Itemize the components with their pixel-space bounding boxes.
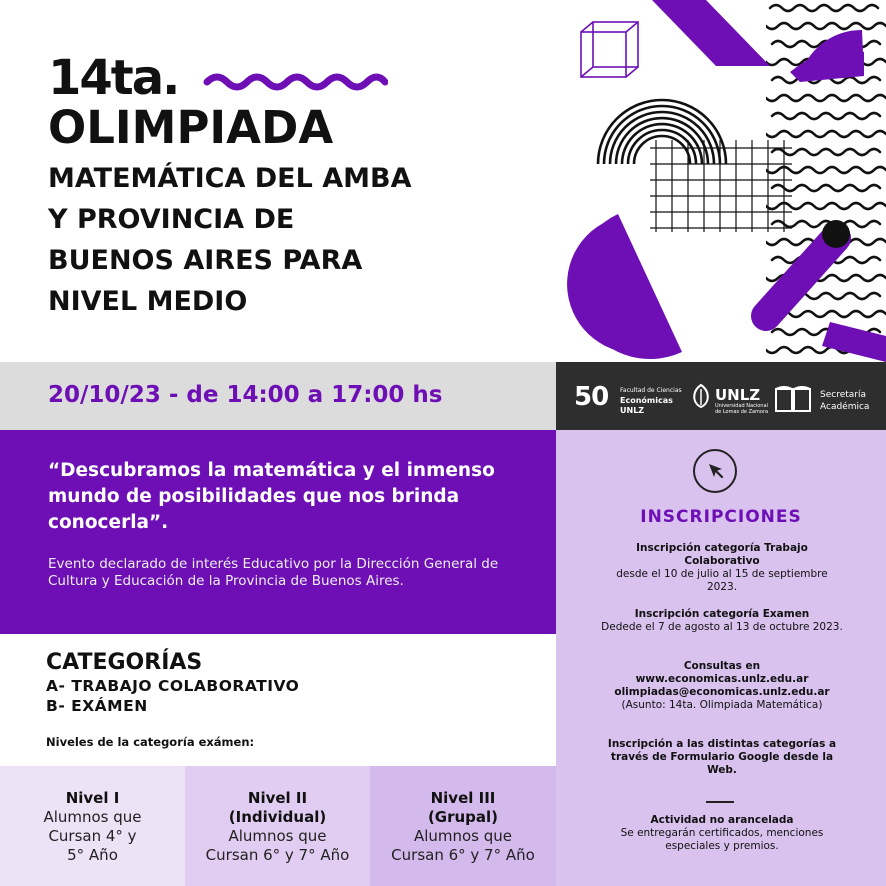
google-form-text: Inscripción a las distintas categorías a través de Formulario Google desde la Web.	[607, 738, 837, 776]
divider	[706, 801, 734, 803]
consultas-block	[600, 660, 844, 712]
cursor-icon	[706, 461, 726, 481]
book-icon	[773, 384, 813, 414]
level-desc: Alumnos que	[413, 827, 513, 845]
grid-lines	[650, 140, 792, 232]
fce-line: Económicas	[620, 396, 673, 405]
categories-title: CATEGORÍAS	[46, 650, 203, 675]
level-mode: (Grupal)	[427, 808, 499, 826]
unlz-logo-subtext: Universidad Nacional de Lomas de Zamora	[715, 403, 769, 415]
fce-anniversary-logo: 50	[574, 382, 609, 412]
page-title: OLIMPIADA	[48, 101, 334, 154]
actividad-block	[600, 814, 844, 853]
level-name: Nivel III	[430, 789, 496, 807]
level-name: Nivel I	[65, 789, 120, 807]
cube-outline	[581, 22, 638, 77]
wave-decoration	[203, 70, 388, 94]
examen-registration	[600, 608, 844, 634]
trabajo-title: Inscripción categoría Trabajo Colaborativo	[636, 542, 808, 567]
event-date-time: 20/10/23 - de 14:00 a 17:00 hs	[48, 382, 443, 408]
level-desc: 5° Año	[67, 846, 118, 864]
levels-heading: Niveles de la categoría exámen:	[46, 735, 255, 749]
email-link[interactable]: olimpiadas@economicas.unlz.edu.ar	[614, 686, 830, 698]
fce-line: Facultad de Ciencias	[620, 387, 682, 394]
level-mode: (Individual)	[228, 808, 327, 826]
consultas-title: Consultas en	[683, 660, 761, 672]
level-card-1	[0, 766, 185, 886]
website-link[interactable]: www.economicas.unlz.edu.ar	[635, 673, 809, 685]
category-item: A- TRABAJO COLABORATIVO	[46, 677, 300, 695]
geometric-artwork	[560, 0, 886, 362]
subtitle-line: NIVEL MEDIO	[48, 286, 248, 317]
secretaria-line: Académica	[820, 402, 870, 412]
unlz-leaf-icon	[690, 383, 712, 409]
examen-dates: Dedede el 7 de agosto al 13 de octubre 2023.	[601, 621, 843, 633]
subtitle-line: Y PROVINCIA DE	[48, 204, 295, 235]
level-desc: Alumnos que	[43, 808, 142, 826]
actividad-title: Actividad no arancelada	[650, 814, 794, 826]
secretaria-logo-text	[820, 389, 869, 413]
fce-logo-text	[620, 386, 682, 416]
level-desc: Cursan 6° y 7° Año	[205, 846, 350, 864]
level-desc: Alumnos que	[228, 827, 327, 845]
level-desc: Cursan 6° y 7° Año	[391, 846, 535, 864]
secretaria-line: Secretaría	[820, 390, 866, 400]
examen-title: Inscripción categoría Examen	[634, 608, 810, 620]
level-card-2	[185, 766, 370, 886]
trabajo-registration	[600, 542, 844, 594]
fce-line: UNLZ	[620, 406, 645, 415]
intro-quote: “Descubramos la matemática y el inmenso mundo de posibilidades que nos brinda conocerla”.	[48, 460, 495, 533]
subtitle-line: BUENOS AIRES PARA	[48, 245, 363, 276]
category-item: B- EXÁMEN	[46, 697, 148, 715]
subtitle-line: MATEMÁTICA DEL AMBA	[48, 163, 412, 194]
email-subject: (Asunto: 14ta. Olimpiada Matemática)	[621, 699, 823, 711]
interest-declaration: Evento declarado de interés Educativo por la Dirección General de Cultura y Educación de la Provincia de Buenos Aires.	[48, 556, 499, 589]
google-form-note	[600, 738, 844, 777]
trabajo-dates: desde el 10 de julio al 15 de septiembre 2023.	[616, 568, 828, 593]
page-subtitle	[48, 158, 518, 322]
level-card-3	[370, 766, 556, 886]
concentric-arcs	[598, 100, 726, 164]
actividad-text: Se entregarán certificados, menciones especiales y premios.	[620, 827, 824, 852]
edition-label: 14ta.	[48, 50, 179, 106]
unlz-logo-text: UNLZ	[715, 386, 761, 404]
inscripciones-title: INSCRIPCIONES	[640, 507, 802, 527]
level-name: Nivel II	[247, 789, 308, 807]
level-desc: Cursan 4° y	[48, 827, 137, 845]
